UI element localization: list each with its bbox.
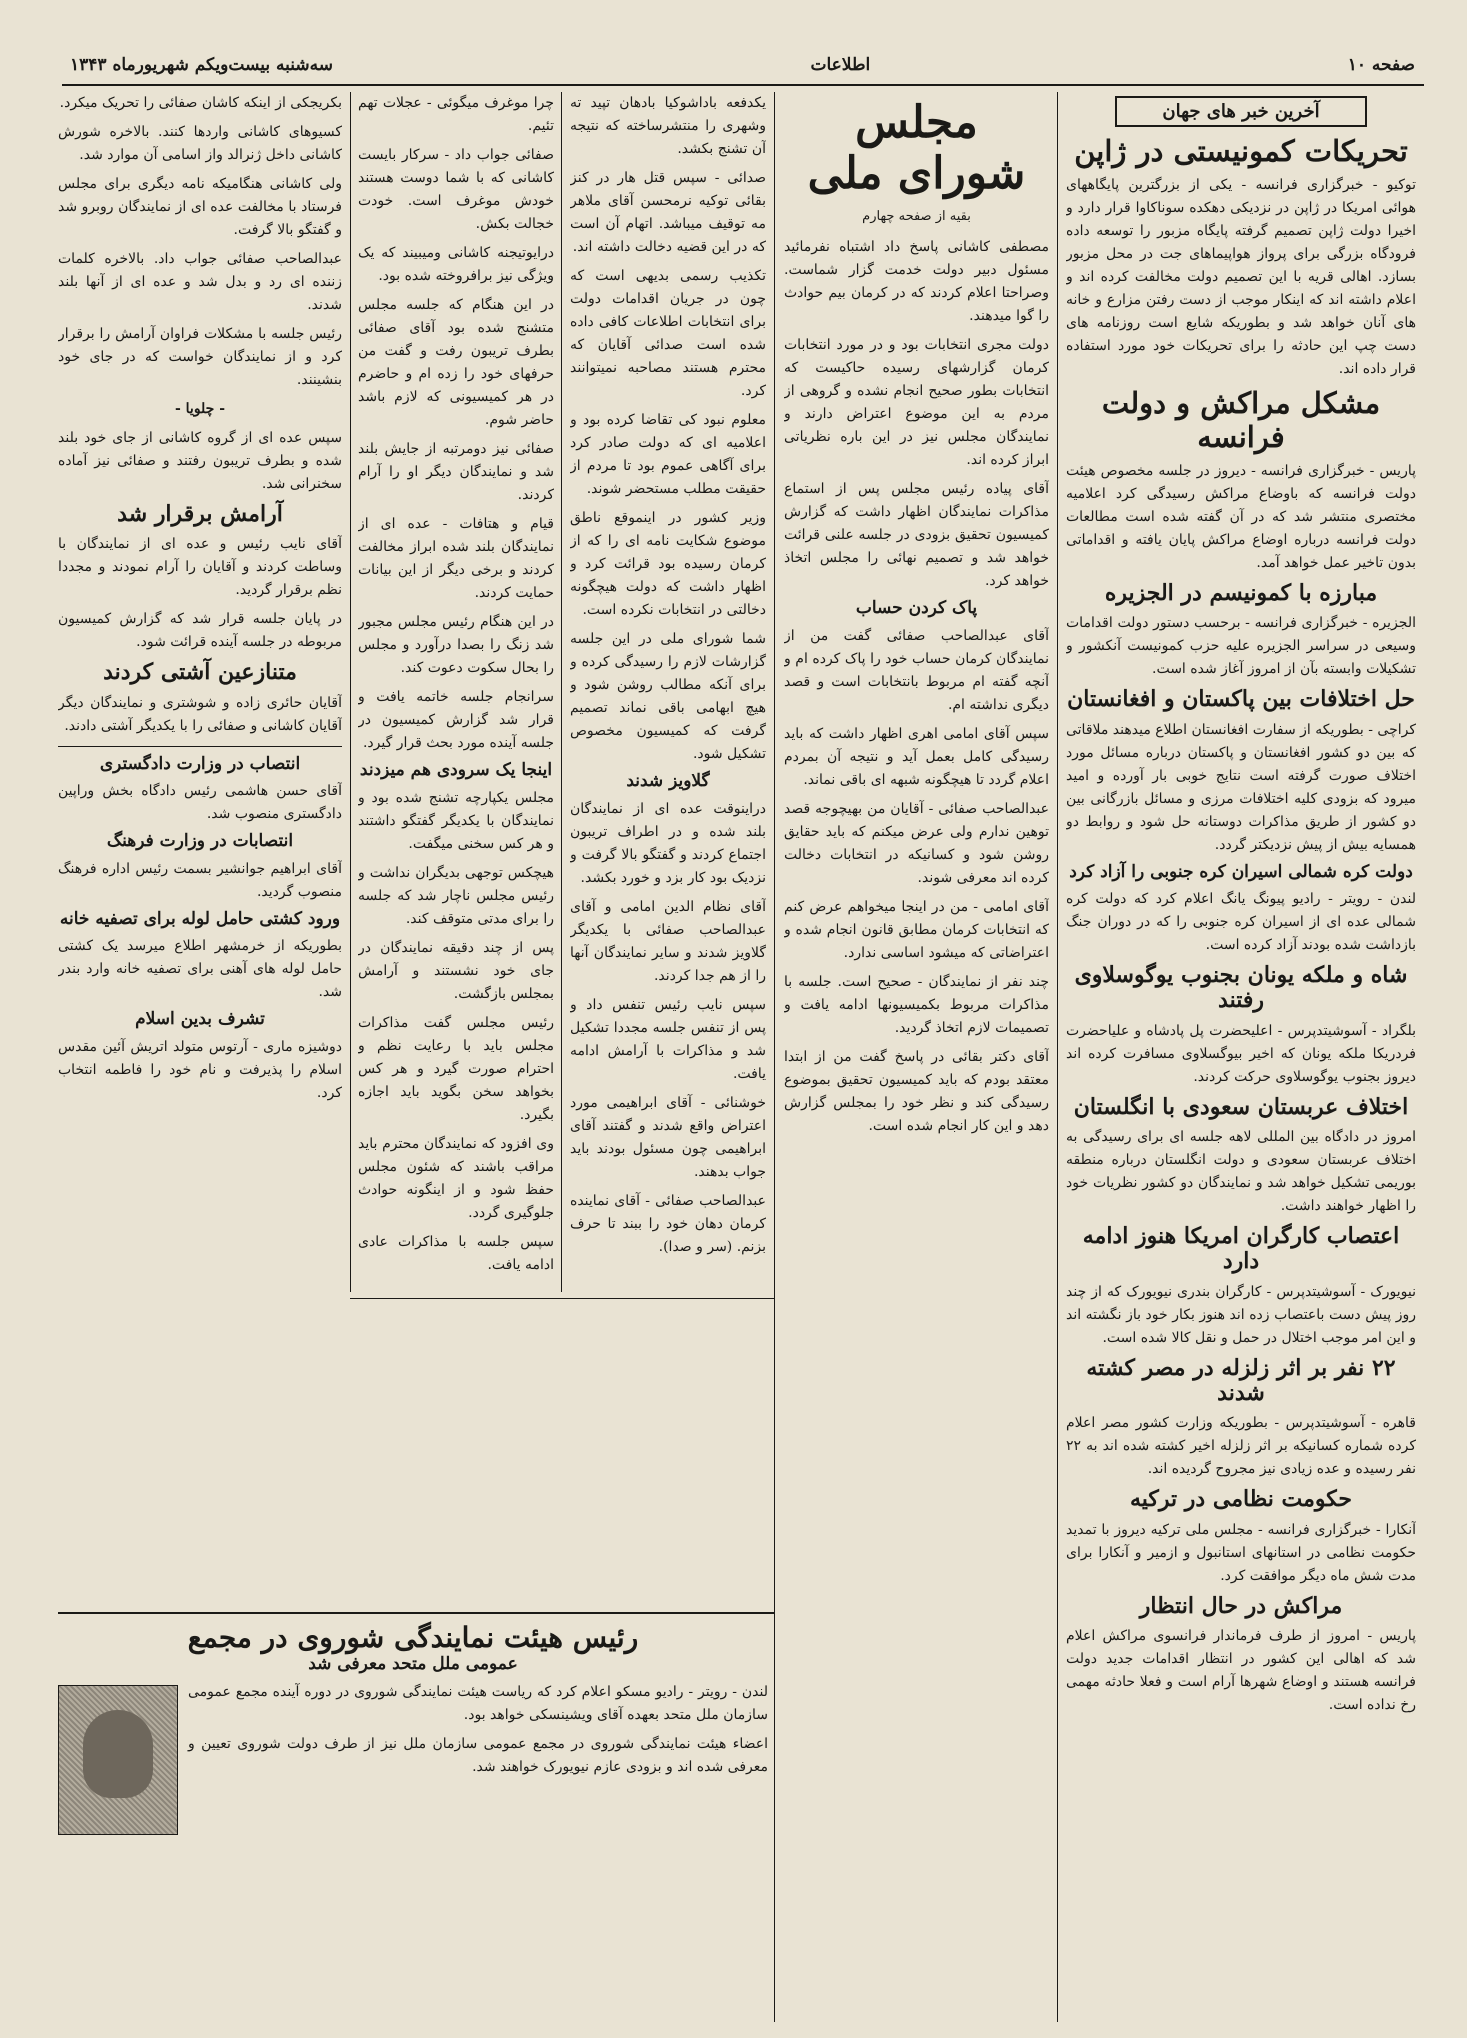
article-paragraph: پاریس - خبرگزاری فرانسه - دیروز در جلسه مخصوص هیئت دولت فرانسه که باوضاع مراکش رسیدگی کرد اعلامیه مختصری منتشر شد که در آن گفته شده است مطالعات دولت فرانسه درباره اوضاع مراکش پایان یافته و اقداماتی بدون تاخیر عمل خواهد آمد. — [1066, 463, 1416, 572]
article-paragraph: شما شورای ملی در این جلسه گزارشات لازم را رسیدگی کرده و برای آنکه مطالب روشن شود و هیچ ابهامی باقی نماند تصمیم گرفت که کمیسیون مخصوص تشکیل شود. — [570, 631, 766, 762]
headline: حل اختلافات بین پاکستان و افغانستان — [1067, 686, 1415, 713]
divider — [58, 746, 342, 747]
article-paragraph: رئیس مجلس گفت مذاکرات مجلس باید با رعایت نظم و احترام صورت گیرد و هر کس بخواهد سخن بگوید باید اجازه بگیرد. — [358, 1014, 554, 1123]
section-title-box: آخرین خبر های جهان — [1115, 96, 1367, 127]
article-paragraph: مجلس یکپارچه تشنج شده بود و نمایندگان با یکدیگر گفتگو داشتند و هر کس سخنی میگفت. — [358, 789, 554, 852]
article-paragraph: صفائی نیز دومرتبه از جایش بلند شد و نمایندگان دیگر او را آرام کردند. — [358, 441, 554, 503]
column-world-news — [1066, 92, 1416, 2022]
article-paragraph: آقای ابراهیم جوانشیر بسمت رئیس اداره فرهنگ منصوب گردید. — [58, 860, 342, 900]
article-paragraph: عبدالصاحب صفائی - آقای نماینده کرمان دهان خود را ببند تا حرف بزنم. (سر و صدا). — [570, 1192, 766, 1255]
article-paragraph: آقای حسن هاشمی رئیس دادگاه بخش وراپین دادگستری منصوب شد. — [58, 783, 342, 823]
article-paragraph: در این هنگام رئیس مجلس مجبور شد زنگ را بصدا درآورد و مجلس را بحال سکوت دعوت کند. — [358, 614, 554, 676]
headline: مشکل مراکش و دولت فرانسه — [1101, 386, 1381, 454]
masthead — [70, 50, 1415, 80]
article-paragraph: هیچکس توجهی بدیگران نداشت و رئیس مجلس ناچار شد که جلسه را برای مدتی متوقف کند. — [358, 864, 554, 927]
article-paragraph: معلوم نبود کی تقاضا کرده بود و اعلامیه ای که دولت صادر کرد برای آگاهی عموم بود تا مردم از حقیقت مطلب مستحضر شوند. — [570, 412, 766, 497]
headline: شاه و ملکه یونان بجنوب یوگوسلاوی رفتند — [1074, 962, 1408, 1014]
paper-name: اطلاعات — [810, 55, 871, 75]
article-paragraph: عبدالصاحب صفائی جواب داد. بالاخره کلمات زننده ای رد و بدل شد و عده ای از آنها بلند شدند. — [58, 251, 342, 313]
headline: انتصابات در وزارت فرهنگ — [106, 831, 294, 852]
bottom-headline: رئیس هیئت نمایندگی شوروی در مجمع — [187, 1621, 639, 1654]
article-paragraph: عبدالصاحب صفائی - آقایان من بهیچوجه قصد توهین ندارم ولی عرض میکنم که باید حقایق روشن شود و کسانیکه در انتخابات دخالت کرده اند معرفی شوند. — [784, 800, 1049, 886]
column-four — [358, 92, 554, 1282]
article-paragraph: آقایان حائری زاده و شوشتری و نمایندگان دیگر آقایان کاشانی و صفائی را با یکدیگر آشتی دادند. — [58, 694, 342, 734]
article-paragraph: آقای نایب رئیس و عده ای از نمایندگان با وساطت کردند و آقایان را آرام نمودند و مجددا نظم برقرار گردید. — [58, 536, 342, 599]
article-paragraph: وزیر کشور در اینموقع ناطق موضوع شکایت نامه ای را که از کرمان رسیده بود قرائت کرد و اظهار داشت که دولت هیچگونه دخالتی در انتخابات نکرده است. — [570, 510, 766, 618]
headline: تحریکات کمونیستی در ژاپن — [1074, 134, 1408, 168]
article-paragraph: چند نفر از نمایندگان - صحیح است. جلسه با مذاکرات مربوط بکمیسیونها ادامه یافت و تصمیمات لازم اتخاذ گردید. — [784, 973, 1049, 1036]
column-five — [58, 92, 342, 1602]
column-rule — [350, 92, 351, 1292]
column-rule — [774, 92, 775, 2022]
article-paragraph: امروز در دادگاه بین المللی لاهه جلسه ای برای رسیدگی به اختلاف عربستان سعودی و دولت انگلستان درباره منطقه بوریمی تشکیل خواهد شد و نمایندگان دو کشور نظریات خود را اظهار خواهند داشت. — [1066, 1129, 1416, 1215]
article-paragraph: سرانجام جلسه خاتمه یافت و قرار شد گزارش کمیسیون در جلسه آینده مورد بحث قرار گیرد. — [358, 689, 554, 751]
article-paragraph: در این هنگام که جلسه مجلس متشنج شده بود آقای صفائی بطرف تریبون رفت و گفت من حرفهای خود را زده ام و حاضرم در هر کمیسیونی که لازم باشد حاضر شوم. — [358, 297, 554, 428]
article-paragraph: چرا موغرف میگوئی - عجلات تهم تئیم. — [358, 95, 554, 134]
section-divider-text: - چلویا - — [174, 401, 226, 417]
article-paragraph: لندن - رویتر - رادیو مسکو اعلام کرد که ریاست هیئت نمایندگی شوروی در دوره آینده مجمع عمومی سازمان ملل متحد بعهده آقای ویشینسکی خواهد بود. — [188, 1683, 768, 1723]
subheadline: گلاویز شدند — [626, 771, 710, 791]
article-paragraph: اعضاء هیئت نمایندگی شوروی در مجمع عمومی سازمان ملل نیز از طرف دولت شوروی تعیین و معرفی شده اند و بزودی عازم نیویورک خواهند شد. — [188, 1735, 768, 1775]
bottom-story — [58, 1620, 768, 2020]
headline: اختلاف عربستان سعودی با انگلستان — [1073, 1093, 1409, 1120]
article-paragraph: آقای امامی - من در اینجا میخواهم عرض کنم که انتخابات کرمان مطابق قانون انجام شده و اعتراضاتی که میشود اساسی ندارد. — [784, 898, 1049, 961]
headline: تشرف بدین اسلام — [135, 1009, 265, 1030]
article-paragraph: پاریس - امروز از طرف فرماندار فرانسوی مراکش اعلام شد که اهالی این کشور در انتظار اقدامات جدید دولت فرانسه هستند و اوضاع شهرها آرام است و فعلا حادثه مهمی رخ نداده است. — [1066, 1627, 1416, 1713]
article-paragraph: آنکارا - خبرگزاری فرانسه - مجلس ملی ترکیه دیروز با تمدید حکومت نظامی در استانهای استانبول و ازمیر و آنکارا برای مدت شش ماه دیگر موافقت کرد. — [1066, 1521, 1416, 1584]
article-paragraph: کسیوهای کاشانی واردها کنند. بالاخره شورش کاشانی داخل ژنرالد واز اسامی آن موارد شد. — [58, 124, 342, 163]
article-paragraph: بکریجکی از اینکه کاشان صفائی را تحریک میکرد. — [59, 95, 342, 111]
headline: ورود کشتی حامل لوله برای تصفیه خانه — [59, 908, 341, 929]
headline: مجلس شورای ملی — [807, 97, 1026, 199]
continuation-note: بقیه از صفحه چهارم — [862, 209, 971, 225]
portrait-photo — [58, 1685, 178, 1835]
bottom-subheadline: عمومی ملل متحد معرفی شد — [308, 1654, 518, 1674]
article-paragraph: مصطفی کاشانی پاسخ داد اشتباه نفرمائید مسئول دبیر دولت خدمت گزار شماست. وصراحتا اعلام کردند که در کرمان بیم حوادث را گوا میدهند. — [784, 239, 1049, 325]
subheadline: اینجا یک سرودی هم میزدند — [359, 760, 553, 780]
article-paragraph: پس از چند دقیقه نمایندگان در جای خود نشستند و آرامش بمجلس بازگشت. — [358, 939, 554, 1002]
top-rule — [62, 84, 1424, 86]
article-paragraph: بطوریکه از خرمشهر اطلاع میرسد یک کشتی حامل لوله های آهنی برای تصفیه خانه وارد بندر شد. — [58, 938, 342, 1001]
article-paragraph: صدائی - سپس قتل هار در کنز بقائی توکیه نرمحسن آقای ملاهر مه توقیف میباشد. اتهام آن است که در این قضیه دخالت داشته اند. — [570, 170, 766, 255]
article-paragraph: آقای پیاده رئیس مجلس پس از استماع مذاکرات نمایندگان اظهار داشت که گزارش کمیسیون تحقیق بزودی در جلسه علنی قرائت خواهد شد و تصمیم نهائی را مجلس اتخاذ خواهد کرد. — [784, 481, 1049, 590]
article-paragraph: صفائی جواب داد - سرکار بایست کاشانی که با شما دوست هستند خودش موغرف است. خودت خجالت بکش. — [358, 147, 554, 232]
column-three — [570, 92, 766, 1282]
headline: متنازعین آشتی کردند — [103, 659, 297, 686]
headline: مبارزه با کمونیسم در الجزیره — [1104, 580, 1378, 607]
article-paragraph: آقای نظام الدین امامی و آقای عبدالصاحب صفائی با یکدیگر گلاویز شدند و سایر نمایندگان آنها را از هم جدا کردند. — [570, 898, 766, 984]
article-paragraph: بلگراد - آسوشیتدپرس - اعلیحضرت پل پادشاه و علیاحضرت فردریکا ملکه یونان که اخیر بیوگسلاوی مسافرت کرده اند دیروز بجنوب یوگوسلاوی حرکت کردند. — [1066, 1022, 1416, 1085]
article-paragraph: سپس آقای امامی اهری اظهار داشت که باید رسیدگی کامل بعمل آید و نتیجه آن بمردم اعلام گردد تا هیچگونه شبهه ای باقی نماند. — [784, 725, 1049, 788]
headline: دولت کره شمالی اسیران کره جنوبی را آزاد کرد — [1069, 861, 1413, 882]
article-paragraph: دراینوقت عده ای از نمایندگان بلند شده و در اطراف تریبون اجتماع کردند و گفتگو بالا گرفت و نزدیک بود کار بزد و خورد بکشد. — [570, 800, 766, 886]
article-paragraph: الجزیره - خبرگزاری فرانسه - برحسب دستور دولت اقدامات وسیعی در سراسر الجزیره علیه حزب کمونیست آنکشور و تشکیلات وابسته بآن از امروز آغاز شده است. — [1066, 615, 1416, 678]
column-majlis — [784, 92, 1049, 2022]
date-line: سه‌شنبه بیست‌ویکم شهریورماه ۱۳۴۳ — [70, 55, 334, 75]
article-paragraph: ولی کاشانی هنگامیکه نامه دیگری برای مجلس فرستاد با مخالفت عده ای از نمایندگان روبرو شد و گفتگو بالا گرفت. — [58, 176, 342, 238]
column-rule — [561, 92, 562, 1292]
column-rule — [1057, 92, 1058, 2022]
article-paragraph: قیام و هتافات - عده ای از نمایندگان بلند شده ابراز مخالفت کردند و برخی دیگر از این بیانات حمایت کردند. — [358, 516, 554, 601]
article-paragraph: خوشنائی - آقای ابراهیمی مورد اعتراض واقع شدند و گفتند آقای ابراهیمی چون مسئول بودند باید جواب بدهند. — [570, 1094, 766, 1180]
article-paragraph: توکیو - خبرگزاری فرانسه - یکی از بزرگترین پایگاههای هوائی امریکا در ژاپن در نزدیکی دهکده سوناکاوا قرار دارد و اخیرا دولت ژاپن تصمیم گرفته پایگاه مزبور را توسعه داده فرودگاه بزرگی برای پرواز هواپیماهای جت در محل مزبور بسازد. اهالی قریه با این تصمیم دولت مخالفت کرده اند و اعلام داشته اند که اینکار موجب از دست رفتن مزارع و خانه های آنان خواهد شد و بطوریکه شایع است روزنامه های دست چپ این حادثه را برای تحریکات خود مورد استفاده قرار داده اند. — [1066, 177, 1416, 378]
headline: انتصاب در وزارت دادگستری — [99, 753, 301, 774]
page-label: صفحه ۱۰ — [1347, 55, 1415, 75]
article-paragraph: یکدفعه باداشوکیا بادهان تپید ته وشهری را منتشرساخته که نتیجه آن تشنج بکشد. — [570, 95, 766, 157]
bottom-rule — [350, 1298, 774, 1299]
article-paragraph: سپس نایب رئیس تنفس داد و پس از تنفس جلسه مجددا تشکیل شد و مذاکرات با آرامش ادامه یافت. — [570, 996, 766, 1082]
article-paragraph: سپس عده ای از گروه کاشانی از جای خود بلند شده و بطرف تریبون رفتند و صفائی نیز آماده سخنرانی شد. — [58, 430, 342, 492]
subheadline: پاک کردن حساب — [855, 598, 978, 619]
article-paragraph: آقای دکتر بقائی در پاسخ گفت من از ابتدا معتقد بودم که باید کمیسیون تحقیق بموضوع رسیدگی کند و نظر خود را بمجلس گزارش دهد و این کار انجام شده است. — [784, 1048, 1049, 1134]
headline: آرامش برقرار شد — [117, 501, 283, 527]
article-paragraph: دوشیزه ماری - آرتوس متولد اتریش آئین مقدس اسلام را پذیرفت و نام خود را فاطمه انتخاب کرد. — [58, 1038, 342, 1101]
portrait-face — [83, 1710, 153, 1798]
article-paragraph: تکذیب رسمی بدیهی است که چون در جریان اقدامات دولت برای انتخابات اطلاعات کافی داده شده است صدائی آقایان که محترم هستند مصاحبه نمیتوانند کرد. — [570, 268, 766, 399]
article-paragraph: در پایان جلسه قرار شد که گزارش کمیسیون مربوطه در جلسه آینده قرائت شود. — [58, 611, 342, 651]
headline: مراکش در حال انتظار — [1139, 1592, 1343, 1619]
article-paragraph: دولت مجری انتخابات بود و در مورد انتخابات کرمان گزارشهای رسیده حاکیست که انتخابات بطور صحیح انجام نشده و گروهی از مردم به این موضوع اعتراض دارند و نمایندگان مجلس نیز در این باره نظریاتی ابراز کرده اند. — [784, 337, 1049, 469]
article-paragraph: درایوتیجنه کاشانی ومیبیند که یک ویژگی نیز برافروخته شده بود. — [358, 245, 554, 284]
article-paragraph: آقای عبدالصاحب صفائی گفت من از نمایندگان کرمان حساب خود را پاک کرده ام و آنچه گفته ام مربوط بانتخابات است و قصد دیگری نداشته ام. — [784, 627, 1049, 713]
article-paragraph: نیویورک - آسوشیتدپرس - کارگران بندری نیویورک که از چند روز پیش دست باعتصاب زده اند هنوز بکار خود باز نگشته اند و این امر موجب اختلال در حمل و نقل کالا شده است. — [1066, 1283, 1416, 1346]
article-paragraph: سپس جلسه با مذاکرات عادی ادامه یافت. — [358, 1233, 554, 1273]
article-paragraph: رئیس جلسه با مشکلات فراوان آرامش را برقرار کرد و از نمایندگان خواست که در جای خود بنشینند. — [58, 326, 342, 388]
article-paragraph: قاهره - آسوشیتدپرس - بطوریکه وزارت کشور مصر اعلام کرده شماره کسانیکه بر اثر زلزله اخیر کشته شده اند به ۲۲ نفر رسیده و عده زیادی نیز مجروح گردیده اند. — [1066, 1415, 1416, 1478]
headline: حکومت نظامی در ترکیه — [1129, 1486, 1353, 1513]
headline: ۲۲ نفر بر اثر زلزله در مصر کشته شدند — [1086, 1354, 1396, 1406]
article-paragraph: وی افزود که نمایندگان محترم باید مراقب باشند که شئون مجلس حفظ شود و از اینگونه حوادث جلوگیری گردد. — [358, 1135, 554, 1221]
headline: اعتصاب کارگران امریکا هنوز ادامه دارد — [1082, 1223, 1400, 1275]
bottom-rule — [58, 1612, 774, 1614]
article-paragraph: لندن - رویتر - رادیو پیونگ یانگ اعلام کرد که دولت کره شمالی عده ای از اسیران کره جنوبی را که در دوران جنگ بازداشت شده بودند آزاد کرده است. — [1066, 891, 1416, 954]
article-paragraph: کراچی - بطوریکه از سفارت افغانستان اطلاع میدهند ملاقاتی که بین دو کشور افغانستان و پاکستان درباره مسائل مورد اختلاف صورت گرفته است نتایج خوبی بار آورده و امید میرود که بزودی کلیه اختلافات مرزی و مسائل بازرگانی بین دو کشور از طریق مذاکرات دوستانه حل شود و روابط دو همسایه بیش از پیش نزدیکتر گردد. — [1066, 721, 1416, 853]
